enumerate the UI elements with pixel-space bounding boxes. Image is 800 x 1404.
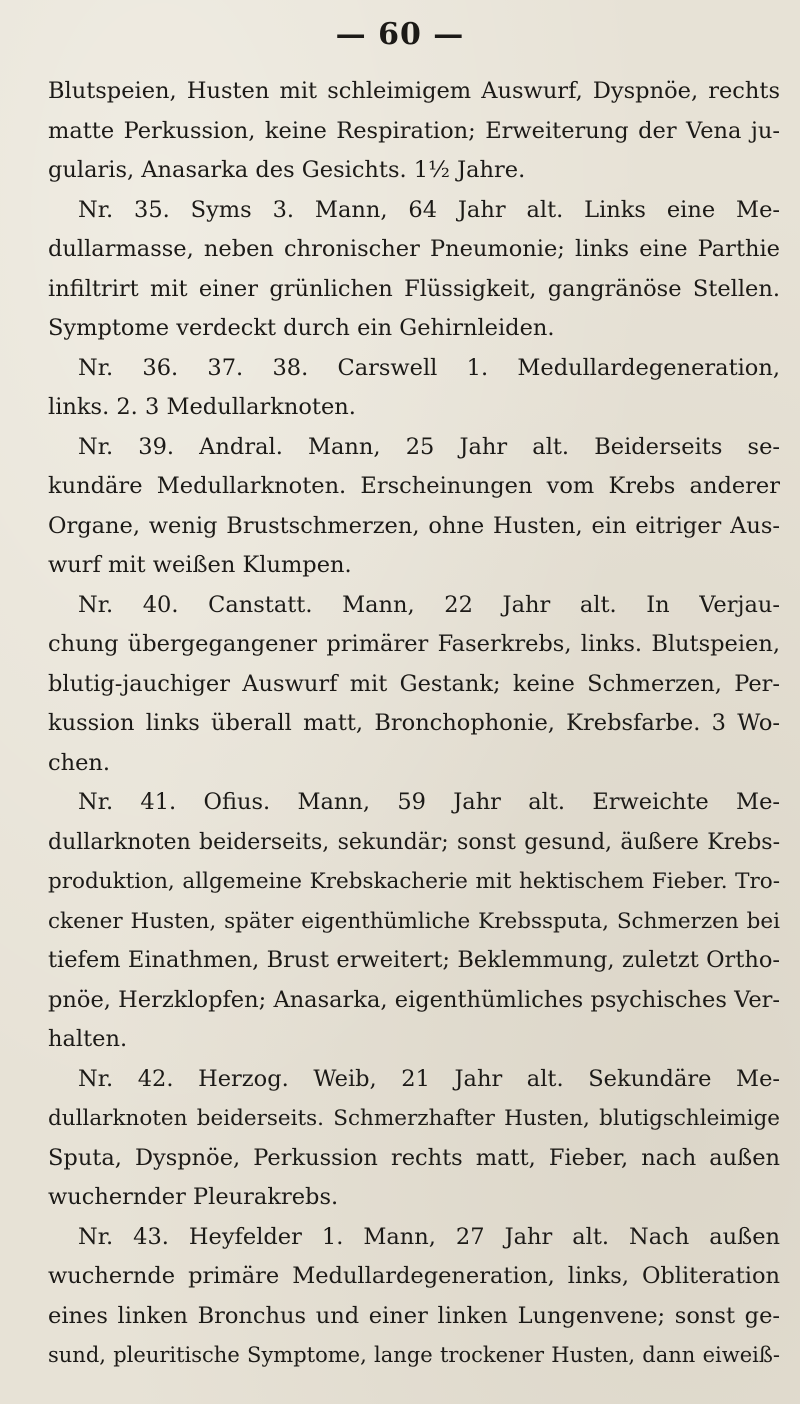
body-text [48,72,780,1376]
text-line: wuchernder Pleurakrebs. [48,1184,339,1210]
case-entry-42: Nr. 42. Herzog. Weib, 21 Jahr alt. Sekundäre Me- [78,1065,780,1092]
text-line: Organe, wenig Brustschmerzen, ohne Husten, ein eitriger Aus- [48,512,780,539]
text-line: links. 2. 3 Medullarknoten. [48,394,356,420]
text-line: Sputa, Dyspnöe, Perkussion rechts matt, Fieber, nach außen [48,1144,780,1171]
case-entry-36-38: Nr. 36. 37. 38. Carswell 1. Medullardegeneration, [78,354,780,381]
page-number: — 60 — [335,17,465,52]
case-entry-35: Nr. 35. Syms 3. Mann, 64 Jahr alt. Links eine Me- [78,196,780,223]
text-line: chen. [48,749,111,776]
text-line: matte Perkussion, keine Respiration; Erweiterung der Vena ju- [48,117,780,144]
case-entry-40: Nr. 40. Canstatt. Mann, 22 Jahr alt. In Verjau- [78,591,780,618]
text-line: blutig-jauchiger Auswurf mit Gestank; keine Schmerzen, Per- [48,670,780,697]
text-line: wuchernde primäre Medullardegeneration, links, Obliteration [48,1263,780,1289]
text-line: ckener Husten, später eigenthümliche Krebssputa, Schmerzen bei [48,908,780,934]
case-entry-39: Nr. 39. Andral. Mann, 25 Jahr alt. Beiderseits se- [78,433,780,460]
text-line: Symptome verdeckt durch ein Gehirnleiden. [48,315,555,341]
text-line: produktion, allgemeine Krebskacherie mit hektischem Fieber. Tro- [48,869,780,894]
text-line: Blutspeien, Husten mit schleimigem Auswurf, Dyspnöe, rechts [48,78,780,104]
text-line: sund, pleuritische Symptome, lange trockener Husten, dann eiweiß- [48,1343,780,1367]
text-line: eines linken Bronchus und einer linken Lungenvene; sonst ge- [48,1302,780,1329]
text-line: dullarmasse, neben chronischer Pneumonie; links eine Parthie [48,236,780,262]
case-entry-43: Nr. 43. Heyfelder 1. Mann, 27 Jahr alt. Nach außen [78,1223,780,1250]
text-line: dullarknoten beiderseits. Schmerzhafter Husten, blutigschleimige [48,1106,780,1131]
text-line: kundäre Medullarknoten. Erscheinungen vom Krebs anderer [48,473,780,499]
text-line: dullarknoten beiderseits, sekundär; sonst gesund, äußere Krebs- [48,829,780,855]
case-entry-41: Nr. 41. Ofius. Mann, 59 Jahr alt. Erweichte Me- [78,789,780,815]
text-line: infiltrirt mit einer grünlichen Flüssigkeit, gangränöse Stellen. [48,275,780,302]
text-line: gularis, Anasarka des Gesichts. 1½ Jahre. [48,157,526,183]
text-line: pnöe, Herzklopfen; Anasarka, eigenthümliches psychisches Ver- [48,986,780,1013]
text-line: halten. [48,1026,128,1052]
text-line: chung übergegangener primärer Faserkrebs, links. Blutspeien, [48,631,780,657]
text-line: tiefem Einathmen, Brust erweitert; Beklemmung, zuletzt Ortho- [48,947,780,973]
text-line: kussion links überall matt, Bronchophonie, Krebsfarbe. 3 Wo- [48,710,780,736]
text-line: wurf mit weißen Klumpen. [48,552,352,578]
